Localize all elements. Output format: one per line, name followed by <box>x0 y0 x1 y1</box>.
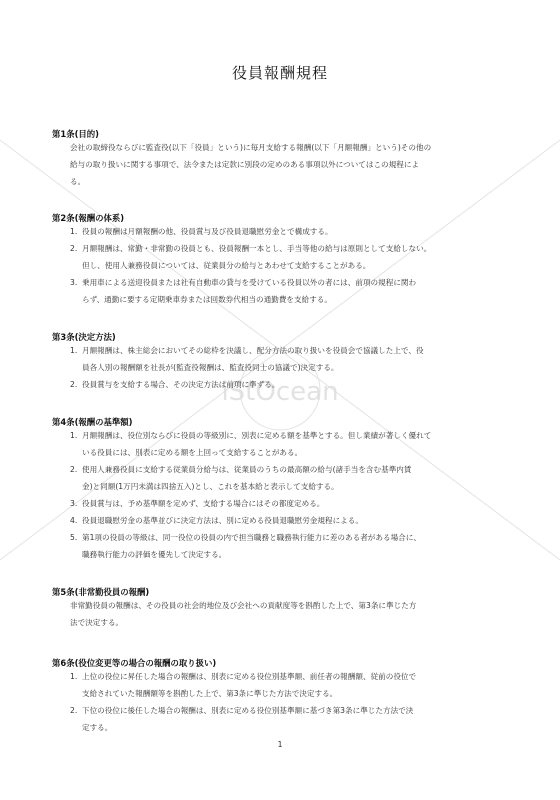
list-item <box>70 668 520 702</box>
item-number: 2. <box>70 706 78 715</box>
item-number: 1. <box>70 431 78 440</box>
list-item <box>70 342 520 376</box>
section-heading-3: 第3条(決定方法) <box>52 332 116 342</box>
item-number: 1. <box>70 672 78 681</box>
text-line: 使用人兼務役員に支給する従業員分給与は、従業員のうちの最高額の給与(諸手当を含む基準内賃 <box>82 465 412 474</box>
text-line: 役員の報酬は月額報酬の他、役員賞与及び役員退職慰労金とで構成する。 <box>82 227 333 236</box>
section-5-paragraph <box>70 597 520 631</box>
text-line: 月額報酬は、常勤・非常勤の役員とも、役員報酬一本とし、手当等他の給与は原則として支給しない。 <box>82 244 432 253</box>
list-item <box>70 529 520 563</box>
list-item <box>70 427 520 461</box>
page-number: 1 <box>277 740 283 749</box>
list-item <box>70 461 520 495</box>
text-line: 会社の取締役ならびに監査役(以下「役員」という)に毎月支給する報酬(以下「月額報酬」という)その他の <box>70 143 432 152</box>
text-line: 職務執行能力の評価を優先して決定する。 <box>82 550 227 559</box>
text-line: 但し、使用人兼務役員については、従業員分の給与とあわせて支給することがある。 <box>82 261 371 270</box>
section-heading-4: 第4条(報酬の基準額) <box>52 417 133 427</box>
list-item <box>70 240 520 274</box>
text-line: る。 <box>70 177 86 186</box>
text-line: 月額報酬は、株主総会においてその総枠を決議し、配分方法の取り扱いを役員会で協議した上で、役 <box>82 346 424 355</box>
item-number: 5. <box>70 533 78 542</box>
text-line: 金)と同額(1万円未満は四捨五入)とし、これを基本給と表示して支給する。 <box>82 482 339 491</box>
item-number: 4. <box>70 516 78 525</box>
text-line: 定する。 <box>82 723 113 732</box>
text-line: 上位の役位に昇任した場合の報酬は、別表に定める役位別基準額、前任者の報酬額、従前の役位で <box>82 672 417 681</box>
text-line: らず、通勤に要する定期乗車券または回数券代相当の通勤費を支給する。 <box>82 295 332 304</box>
item-number: 3. <box>70 278 78 287</box>
item-number: 2. <box>70 244 78 253</box>
list-item <box>70 274 520 308</box>
list-item <box>70 512 520 529</box>
text-line: 非常勤役員の報酬は、その役員の社会的地位及び会社への貢献度等を斟酌した上で、第3条に準じた方 <box>70 601 417 610</box>
section-1-paragraph <box>70 139 510 190</box>
text-line: 第1項の役員の等級は、同一役位の役員の内で担当職務と職務執行能力に差のある者がある場合に、 <box>82 533 421 542</box>
section-heading-5: 第5条(非常勤役員の報酬) <box>52 587 150 597</box>
item-number: 1. <box>70 227 78 236</box>
section-heading-1: 第1条(目的) <box>52 129 99 139</box>
item-number: 1. <box>70 346 78 355</box>
section-heading-2: 第2条(報酬の体系) <box>52 213 125 223</box>
text-line: 支給されていた報酬額等を斟酌した上で、第3条に準じた方法で決定する。 <box>82 689 338 698</box>
text-line: 役員賞与は、予め基準額を定めず、支給する場合にはその都度定める。 <box>82 499 325 508</box>
svg-text:iStOcean: iStOcean <box>221 377 339 407</box>
text-line: 給与の取り扱いに関する事項で、法令または定款に別段の定めのある事項以外についてはこの規程によ <box>70 160 420 169</box>
item-number: 3. <box>70 499 78 508</box>
text-line: 役員退職慰労金の基準並びに決定方法は、別に定める役員退職慰労金規程による。 <box>82 516 363 525</box>
list-item <box>70 702 520 736</box>
item-number: 2. <box>70 380 78 389</box>
text-line: 法で決定する。 <box>70 618 124 627</box>
text-line: 役員賞与を支給する場合、その決定方法は前項に準ずる。 <box>82 380 280 389</box>
text-line: 下位の役位に後任した場合の報酬は、別表に定める役位別基準額に基づき第3条に準じた方法で決 <box>82 706 414 715</box>
document-title: 役員報酬規程 <box>231 64 328 82</box>
text-line: 員各人別の報酬額を社長が(監査役報酬は、監査役同士の協議で)決定する。 <box>82 363 339 372</box>
section-heading-6: 第6条(役位変更等の場合の報酬の取り扱い) <box>52 658 217 668</box>
list-item <box>70 495 520 512</box>
text-line: 月額報酬は、役位別ならびに役員の等級別に、別表に定める額を基準とする。但し業績が著しく優れて <box>82 431 432 440</box>
list-item <box>70 223 520 240</box>
list-item <box>70 376 520 393</box>
item-number: 2. <box>70 465 78 474</box>
text-line: 乗用車による送迎役員または社有自動車の貸与を受けている役員以外の者には、前項の規程に関わ <box>82 278 417 287</box>
text-line: いる役員には、別表に定める額を上回って支給することがある。 <box>82 448 303 457</box>
